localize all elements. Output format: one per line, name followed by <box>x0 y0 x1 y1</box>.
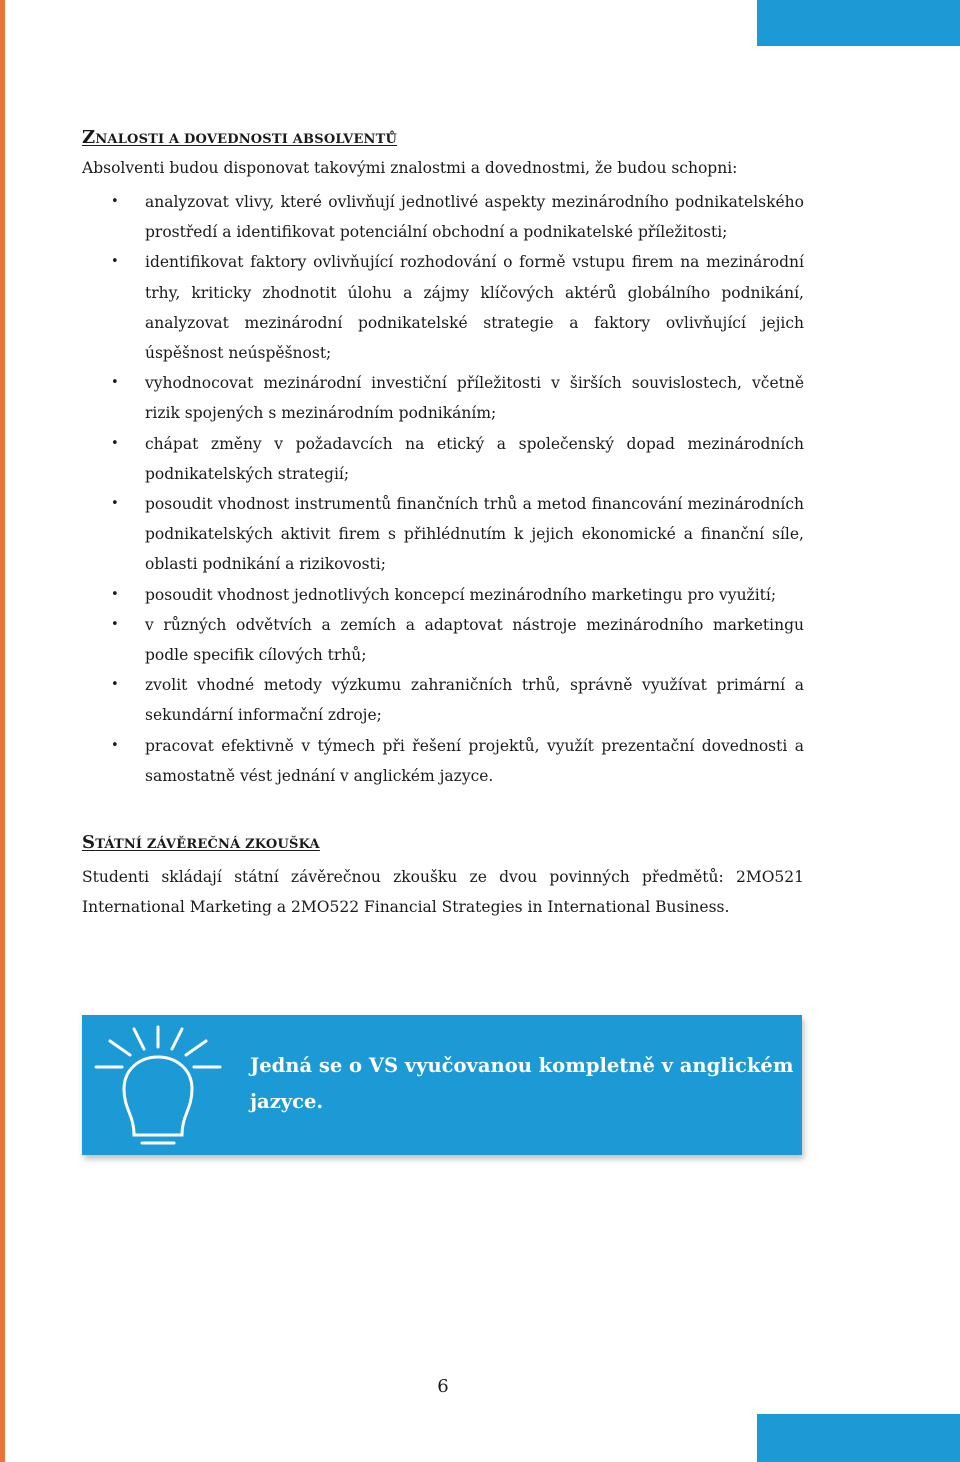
lightbulb-icon <box>92 1023 227 1153</box>
list-item: • analyzovat vlivy, které ovlivňují jednotlivé aspekty mezinárodního podnikatelského prostředí a identifikovat potenciální obchodní a podnikatelské příležitosti; <box>82 187 804 247</box>
exam-line-1: Studenti skládají státní závěrečnou zkoušku ze dvou povinných předmětů: 2MO521 <box>82 868 804 886</box>
list-item: • vyhodnocovat mezinárodní investiční příležitosti v širších souvislostech, včetně rizik spojených s mezinárodním podnikáním; <box>82 368 804 428</box>
list-item: • posoudit vhodnost jednotlivých koncepcí mezinárodního marketingu pro využití; <box>82 580 804 610</box>
list-item: • zvolit vhodné metody výzkumu zahraničních trhů, správně využívat primární a sekundární informační zdroje; <box>82 670 804 730</box>
section-heading-exam: STÁTNÍ ZÁVĚREČNÁ ZKOUŠKA <box>82 832 320 853</box>
callout-text: Jedná se o VS vyučovanou kompletně v anglickém jazyce. <box>250 1054 794 1113</box>
left-accent-bar <box>0 0 5 1462</box>
bullet-icon: • <box>111 616 119 632</box>
list-item: • v různých odvětvích a zemích a adaptovat nástroje mezinárodního marketingu podle specifik cílových trhů; <box>82 610 804 670</box>
page-number: 6 <box>437 1376 449 1397</box>
list-item: • pracovat efektivně v týmech při řešení projektů, využít prezentační dovednosti a samostatně vést jednání v anglickém jazyce. <box>82 731 804 791</box>
intro-text: Absolventi budou disponovat takovými znalostmi a dovednostmi, že budou schopni: <box>82 159 738 177</box>
skills-list <box>82 187 804 791</box>
bottom-accent-block <box>757 1414 960 1462</box>
list-item: • posoudit vhodnost instrumentů finančních trhů a metod financování mezinárodních podnikatelských aktivit firem s přihlédnutím k jejich ekonomické a finanční síle, oblasti podnikání a rizikovosti; <box>82 489 804 580</box>
callout-box <box>82 1015 802 1155</box>
bullet-icon: • <box>111 194 119 209</box>
bullet-icon: • <box>111 254 119 270</box>
list-item: • chápat změny v požadavcích na etický a společenský dopad mezinárodních podnikatelských strategií; <box>82 429 804 489</box>
list-item: • identifikovat faktory ovlivňující rozhodování o formě vstupu firem na mezinárodní trhy, kriticky zhodnotit úlohu a zájmy klíčových aktérů globálního podnikání, analyzovat mezinárodní podnikatelské strategie a faktory ovlivňující jejich úspěšnost neúspěšnost; <box>82 247 804 368</box>
bullet-icon: • <box>111 375 119 391</box>
top-accent-block <box>757 0 960 46</box>
bullet-icon: • <box>111 677 119 693</box>
bullet-icon: • <box>111 435 119 451</box>
bullet-icon: • <box>111 737 119 753</box>
section-heading-knowledge: ZNALOSTI A DOVEDNOSTI ABSOLVENTŮ <box>82 127 398 148</box>
bullet-icon: • <box>111 496 119 512</box>
bullet-icon: • <box>111 586 119 602</box>
exam-paragraph <box>82 862 804 922</box>
exam-line-2: International Marketing a 2MO522 Financial Strategies in International Business. <box>82 898 730 916</box>
